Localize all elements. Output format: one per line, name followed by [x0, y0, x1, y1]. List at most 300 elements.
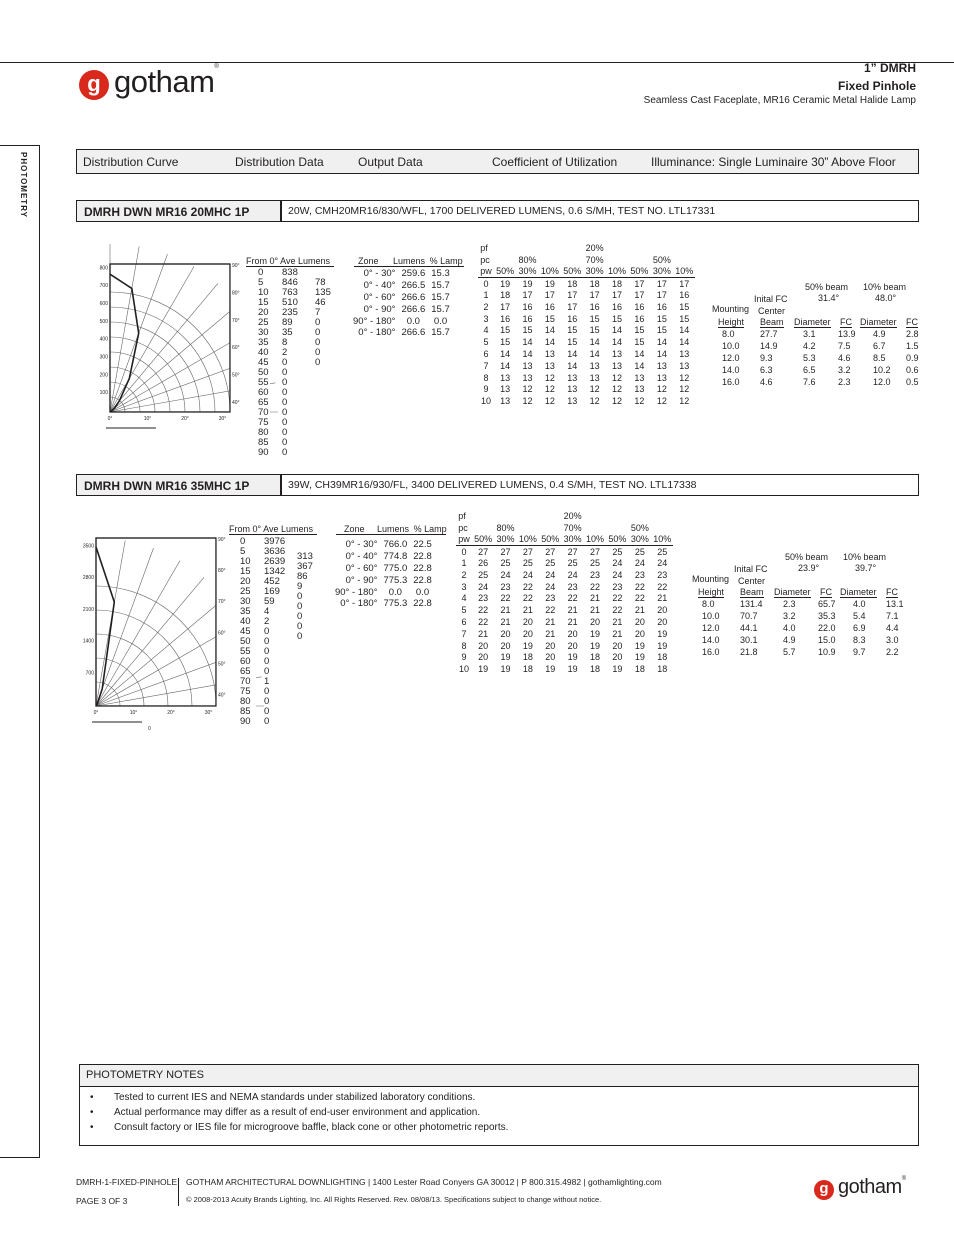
candela-value: 35 — [282, 327, 293, 338]
illuminance-cell: 5.3 — [803, 353, 816, 363]
cu-cell: 26 — [478, 558, 489, 569]
cu-cell: 27 — [478, 546, 489, 557]
cu-cell: 16 — [522, 313, 533, 324]
illuminance-cell: 0.6 — [906, 365, 919, 375]
output-cell: 22.5 — [413, 539, 432, 551]
beam10-angle: 39.7° — [855, 563, 877, 573]
cu-cell: 14 — [567, 360, 578, 371]
beam50-angle: 23.9° — [798, 563, 820, 573]
cu-cell: 12 — [656, 384, 667, 395]
cu-cell: 27 — [500, 546, 511, 557]
illuminance-table — [710, 282, 925, 392]
cu-cell: 20 — [545, 640, 556, 651]
pc-value: 50% — [630, 522, 649, 533]
center-label: Center — [758, 306, 786, 316]
grid-ray — [110, 304, 239, 412]
illuminance-cell: 14.9 — [760, 341, 778, 351]
output-row — [350, 292, 453, 304]
cu-cell: 17 — [656, 278, 667, 289]
cu-cell: 22 — [567, 593, 578, 604]
candela-value: 846 — [282, 277, 298, 288]
cu-cell: 17 — [500, 301, 511, 312]
cu-cell: 17 — [567, 290, 578, 301]
pw-value: 30% — [585, 266, 604, 277]
angle-tick-label: 80° — [232, 290, 240, 297]
candela-value: 0 — [264, 716, 270, 727]
illuminance-cell: 8.0 — [722, 329, 735, 339]
cu-row — [456, 557, 673, 569]
diameter-label: Diameter — [840, 587, 877, 597]
cu-row — [478, 395, 695, 407]
candela-value: 763 — [282, 287, 298, 298]
candela-value: 4 — [264, 606, 270, 617]
photometry-notes — [79, 1064, 919, 1146]
cu-cell: 21 — [545, 628, 556, 639]
pc-label: pc — [458, 522, 468, 533]
section-tabs — [76, 149, 919, 174]
cu-cell: 24 — [522, 569, 533, 580]
angle-tick-label: 0° — [93, 710, 99, 716]
cu-header-row — [456, 522, 673, 534]
cu-cell: 4 — [461, 593, 467, 604]
cu-cell: 14 — [679, 325, 690, 336]
illuminance-cell: 4.6 — [760, 377, 773, 387]
cu-cell: 27 — [522, 546, 533, 557]
cu-cell: 17 — [567, 301, 578, 312]
cu-cell: 8 — [461, 640, 467, 651]
cu-cell: 9 — [483, 384, 489, 395]
cu-cell: 18 — [590, 652, 601, 663]
candela-value: 1342 — [264, 566, 286, 577]
output-row — [332, 563, 435, 575]
cu-cell: 22 — [522, 593, 533, 604]
lumens-value: 0 — [297, 601, 303, 612]
illuminance-cell: 13.1 — [886, 599, 904, 609]
cu-cell: 6 — [461, 617, 467, 628]
grid-ray — [96, 598, 225, 706]
illuminance-cell: 14.0 — [702, 635, 720, 645]
candela-value: 0 — [282, 437, 288, 448]
cu-cell: 20 — [522, 617, 533, 628]
pc-value: 80% — [496, 522, 515, 533]
diameter-label: Diameter — [860, 317, 897, 327]
distribution-curve-chart — [74, 530, 224, 736]
cu-cell: 20 — [478, 652, 489, 663]
fc-label: FC — [840, 317, 852, 327]
distribution-candela — [264, 537, 285, 727]
cu-cell: 22 — [545, 605, 556, 616]
lumens-value: 0 — [297, 621, 303, 632]
cu-cell: 20 — [478, 640, 489, 651]
cu-cell: 13 — [656, 360, 667, 371]
distribution-header: From 0° Ave Lumens — [246, 256, 334, 267]
beam50-label: 50% beam — [805, 282, 849, 292]
footer-company: GOTHAM ARCHITECTURAL DOWNLIGHTING | 1400 Lester Road Conyers GA 30012 | P 800.315.4982 | gothamlighting.com — [186, 1177, 662, 1187]
cu-cell: 16 — [656, 301, 667, 312]
cu-header-row — [478, 254, 695, 266]
cu-cell: 12 — [612, 372, 623, 383]
cu-cell: 12 — [589, 384, 600, 395]
illuminance-cell: 6.5 — [803, 365, 816, 375]
tab-output-data[interactable]: Output Data — [358, 155, 423, 169]
candela-value: 0 — [282, 447, 288, 458]
cu-cell: 12 — [544, 372, 555, 383]
cu-cell: 17 — [589, 290, 600, 301]
illuminance-cell: 16.0 — [702, 647, 720, 657]
cu-cell: 0 — [461, 546, 467, 557]
illuminance-cell: 6.3 — [760, 365, 773, 375]
output-cell: 0° - 40° — [363, 280, 396, 292]
cu-cell: 23 — [500, 581, 511, 592]
cu-cell: 13 — [522, 372, 533, 383]
output-cell: 775.0 — [383, 562, 408, 574]
cu-cell: 18 — [522, 664, 533, 675]
cu-cell: 21 — [545, 617, 556, 628]
cu-cell: 18 — [500, 290, 511, 301]
output-cell: 259.6 — [401, 268, 426, 280]
output-row — [350, 315, 453, 327]
output-cell: 22.8 — [413, 562, 432, 574]
cu-cell: 20 — [567, 628, 578, 639]
cu-cell: 15 — [589, 325, 600, 336]
footer-doc-id: DMRH-1-FIXED-PINHOLE — [76, 1177, 178, 1187]
cu-cell: 13 — [612, 349, 623, 360]
candela-value: 8 — [282, 337, 288, 348]
distribution-curve-chart — [88, 256, 238, 442]
cu-cell: 15 — [634, 337, 645, 348]
tab-illuminance[interactable]: Illuminance: Single Luminaire 30” Above Floor — [651, 155, 896, 169]
output-cell: 15.3 — [431, 268, 450, 280]
product-description: Seamless Cast Faceplate, MR16 Ceramic Metal Halide Lamp — [643, 95, 916, 106]
illuminance-cell: 2.2 — [886, 647, 899, 657]
angle-tick-label: 20° — [167, 710, 175, 716]
output-cell: 0.0 — [433, 315, 448, 327]
cu-cell: 14 — [656, 349, 667, 360]
pw-value: 50% — [608, 534, 627, 545]
cu-cell: 23 — [657, 569, 668, 580]
cu-cell: 16 — [500, 313, 511, 324]
angle-value: 55 — [240, 646, 251, 657]
angle-value: 80 — [258, 427, 269, 438]
note-item: • Consult factory or IES file for microgroove baffle, black cone or other photometric reports. — [90, 1122, 509, 1133]
candela-value: 0 — [282, 387, 288, 398]
angle-tick-label: 30° — [218, 416, 227, 422]
cu-cell: 12 — [612, 384, 623, 395]
illuminance-cell: 12.0 — [873, 377, 891, 387]
pw-value: 50% — [541, 534, 560, 545]
lumens-value: 86 — [297, 571, 308, 582]
candela-value: 510 — [282, 297, 298, 308]
angle-tick-label: 30° — [204, 710, 213, 716]
output-cell: 15.7 — [431, 303, 450, 315]
illuminance-cell: 4.0 — [853, 599, 866, 609]
lumens-value: 367 — [297, 561, 313, 572]
candela-value: 1 — [264, 676, 270, 687]
pf-label: pf — [458, 510, 466, 521]
cu-cell: 21 — [634, 605, 645, 616]
cu-header-row — [478, 242, 695, 254]
angle-value: 45 — [258, 357, 269, 368]
illuminance-cell: 0.5 — [906, 377, 919, 387]
illuminance-cell: 10.0 — [702, 611, 720, 621]
cu-grid — [456, 510, 673, 675]
illuminance-cell: 14.0 — [722, 365, 740, 375]
angle-value: 45 — [240, 626, 251, 637]
angle-value: 15 — [240, 566, 251, 577]
output-row — [332, 539, 435, 551]
mounting-label: Mounting — [712, 304, 750, 314]
cu-cell: 27 — [545, 546, 556, 557]
output-cell: 22.8 — [413, 574, 432, 586]
cu-cell: 12 — [522, 384, 533, 395]
cu-row — [478, 325, 695, 337]
cu-cell: 22 — [612, 605, 623, 616]
output-row — [332, 598, 435, 610]
cu-cell: 4 — [483, 325, 489, 336]
angle-value: 50 — [240, 636, 251, 647]
lumens-value: 78 — [315, 277, 326, 288]
cu-table — [478, 242, 695, 407]
cu-cell: 12 — [522, 396, 533, 407]
cu-cell: 13 — [634, 384, 645, 395]
cu-cell: 18 — [634, 664, 645, 675]
beam10-label: 10% beam — [863, 282, 907, 292]
pc-value: 70% — [563, 522, 582, 533]
cu-cell: 13 — [500, 396, 511, 407]
candela-value: 89 — [282, 317, 293, 328]
candela-value: 0 — [282, 377, 288, 388]
lumens-value: 9 — [297, 581, 303, 592]
cu-row — [478, 384, 695, 396]
cu-cell: 14 — [522, 349, 533, 360]
angle-value: 40 — [258, 347, 269, 358]
cu-cell: 5 — [461, 605, 467, 616]
illuminance-cell: 7.1 — [886, 611, 899, 621]
cu-cell: 19 — [590, 628, 601, 639]
angle-tick-label: 90° — [218, 537, 226, 543]
cu-cell: 13 — [589, 372, 600, 383]
candela-value: 0 — [282, 367, 288, 378]
cu-cell: 20 — [634, 628, 645, 639]
cu-cell: 19 — [500, 278, 511, 289]
cu-cell: 19 — [522, 278, 533, 289]
cu-cell: 22 — [478, 605, 489, 616]
output-row — [332, 551, 435, 563]
illuminance-cell: 0.9 — [906, 353, 919, 363]
angle-value: 80 — [240, 696, 251, 707]
angle-value: 10 — [240, 556, 251, 567]
angle-value: 60 — [240, 656, 251, 667]
grid-ray — [110, 283, 218, 412]
note-item: • Tested to current IES and NEMA standards under stabilized laboratory conditions. — [90, 1092, 476, 1103]
cu-cell: 15 — [589, 313, 600, 324]
illuminance-cell: 7.5 — [838, 341, 851, 351]
radial-tick-label: 300 — [99, 354, 108, 361]
cu-cell: 22 — [478, 617, 489, 628]
cu-cell: 12 — [656, 396, 667, 407]
tab-coefficient-of-utilization[interactable]: Coefficient of Utilization — [492, 155, 618, 169]
pc-label: pc — [480, 254, 490, 265]
output-row — [350, 303, 453, 315]
cu-cell: 13 — [612, 360, 623, 371]
note-item: • Actual performance may differ as a result of end-user environment and application. — [90, 1107, 481, 1118]
angle-value: 70 — [258, 407, 269, 418]
angle-tick-label: 50° — [232, 372, 240, 379]
cu-cell: 1 — [483, 290, 489, 301]
cu-cell: 2 — [461, 569, 467, 580]
illuminance-cell: 16.0 — [722, 377, 740, 387]
cu-cell: 22 — [612, 593, 623, 604]
lumens-value: 0 — [315, 317, 321, 328]
cu-cell: 24 — [500, 569, 511, 580]
candela-value: 0 — [282, 427, 288, 438]
illuminance-cell: 21.8 — [740, 647, 758, 657]
cu-cell: 13 — [522, 360, 533, 371]
angle-value: 30 — [258, 327, 269, 338]
cu-cell: 2 — [483, 301, 489, 312]
radial-tick-label: 200 — [99, 372, 108, 379]
output-cell: 266.6 — [401, 291, 426, 303]
pw-label: pw — [480, 266, 492, 277]
output-cell: 0° - 180° — [340, 598, 378, 610]
cu-cell: 25 — [500, 558, 511, 569]
cu-cell: 12 — [634, 396, 645, 407]
cu-row — [478, 289, 695, 301]
cu-row — [456, 640, 673, 652]
cu-cell: 21 — [590, 605, 601, 616]
cu-cell: 20 — [500, 628, 511, 639]
illuminance-cell: 70.7 — [740, 611, 758, 621]
output-row — [350, 268, 453, 280]
cu-cell: 14 — [589, 349, 600, 360]
cu-cell: 20 — [522, 628, 533, 639]
cu-cell: 20 — [634, 617, 645, 628]
candela-value: 235 — [282, 307, 298, 318]
cu-cell: 23 — [590, 569, 601, 580]
tab-distribution-data[interactable]: Distribution Data — [235, 155, 324, 169]
cu-cell: 19 — [478, 664, 489, 675]
cu-cell: 20 — [545, 652, 556, 663]
cu-row — [456, 663, 673, 675]
cu-cell: 22 — [500, 593, 511, 604]
cu-cell: 12 — [544, 384, 555, 395]
output-cell: 0° - 60° — [363, 291, 396, 303]
cu-cell: 25 — [522, 558, 533, 569]
product-model: DMRH DWN MR16 20MHC 1P — [76, 200, 281, 222]
cu-row — [456, 652, 673, 664]
pw-value: 30% — [563, 534, 582, 545]
pw-value: 50% — [630, 266, 649, 277]
cu-cell: 18 — [567, 278, 578, 289]
illuminance-cell: 3.2 — [838, 365, 851, 375]
distribution-header: From 0° Ave Lumens — [229, 524, 317, 535]
output-cell: 0° - 60° — [345, 562, 378, 574]
cu-cell: 13 — [544, 360, 555, 371]
angle-value: 75 — [240, 686, 251, 697]
cu-cell: 19 — [634, 640, 645, 651]
output-row — [350, 280, 453, 292]
cu-cell: 15 — [500, 337, 511, 348]
radial-tick-label: 1400 — [82, 638, 94, 645]
angle-value: 90 — [240, 716, 251, 727]
cu-cell: 22 — [590, 581, 601, 592]
cu-cell: 22 — [657, 581, 668, 592]
sidebar — [0, 145, 40, 1157]
plot-frame — [96, 538, 216, 706]
candela-value: 2 — [282, 347, 288, 358]
illuminance-cell: 22.0 — [818, 623, 836, 633]
angle-tick-label: 80° — [218, 568, 226, 575]
fc-label: FC — [906, 317, 918, 327]
cu-cell: 20 — [567, 640, 578, 651]
output-cell: 90° - 180° — [353, 315, 396, 327]
cu-cell: 24 — [612, 558, 623, 569]
illuminance-cell: 12.0 — [722, 353, 740, 363]
initial-fc-label: Inital FC — [734, 564, 768, 574]
illuminance-cell: 2.8 — [906, 329, 919, 339]
candela-value: 0 — [264, 626, 270, 637]
cu-cell: 15 — [679, 313, 690, 324]
illuminance-cell: 4.9 — [873, 329, 886, 339]
diameter-label: Diameter — [794, 317, 831, 327]
output-cell: 15.7 — [431, 291, 450, 303]
radial-tick-label: 800 — [99, 265, 108, 272]
cu-cell: 22 — [634, 581, 645, 592]
angle-value: 85 — [240, 706, 251, 717]
cu-cell: 19 — [545, 664, 556, 675]
angle-tick-label: 40° — [218, 692, 226, 699]
cu-cell: 19 — [544, 278, 555, 289]
output-cell: 0° - 30° — [363, 268, 396, 280]
illuminance-cell: 6.7 — [873, 341, 886, 351]
illuminance-cell: 65.7 — [818, 599, 836, 609]
illuminance-cell: 2.3 — [838, 377, 851, 387]
plot-frame — [96, 538, 216, 706]
cu-row — [478, 313, 695, 325]
cu-cell: 23 — [478, 593, 489, 604]
output-cell: 15.7 — [431, 280, 450, 292]
cu-cell: 19 — [567, 652, 578, 663]
output-cell: 0° - 90° — [345, 574, 378, 586]
tab-distribution-curve[interactable]: Distribution Curve — [83, 155, 179, 169]
angle-value: 20 — [240, 576, 251, 587]
pf-value: 20% — [585, 242, 604, 253]
cu-cell: 19 — [500, 652, 511, 663]
cu-cell: 19 — [634, 652, 645, 663]
illuminance-cell: 5.7 — [783, 647, 796, 657]
footer-copyright: © 2008-2013 Acuity Brands Lighting, Inc. All Rights Reserved. Rev. 08/08/13. Specifications subject to change without notice. — [186, 1195, 602, 1204]
radial-tick-label: 400 — [99, 336, 108, 343]
illuminance-cell: 30.1 — [740, 635, 758, 645]
angle-tick-label: 10° — [129, 710, 138, 716]
cu-grid — [478, 242, 695, 407]
product-title: 1” DMRH — [863, 61, 916, 75]
angle-tick-label: 70° — [218, 599, 226, 606]
beam-label: Beam — [760, 317, 784, 327]
illuminance-cell: 10.2 — [873, 365, 891, 375]
cu-row — [478, 360, 695, 372]
angle-value: 25 — [240, 586, 251, 597]
cu-cell: 24 — [545, 581, 556, 592]
cu-cell: 16 — [634, 313, 645, 324]
angle-value: 60 — [258, 387, 269, 398]
cu-cell: 17 — [612, 290, 623, 301]
cu-row — [456, 593, 673, 605]
candela-value: 838 — [282, 267, 298, 278]
candela-value: 0 — [264, 706, 270, 717]
candela-value: 0 — [264, 646, 270, 657]
illuminance-cell: 4.6 — [838, 353, 851, 363]
